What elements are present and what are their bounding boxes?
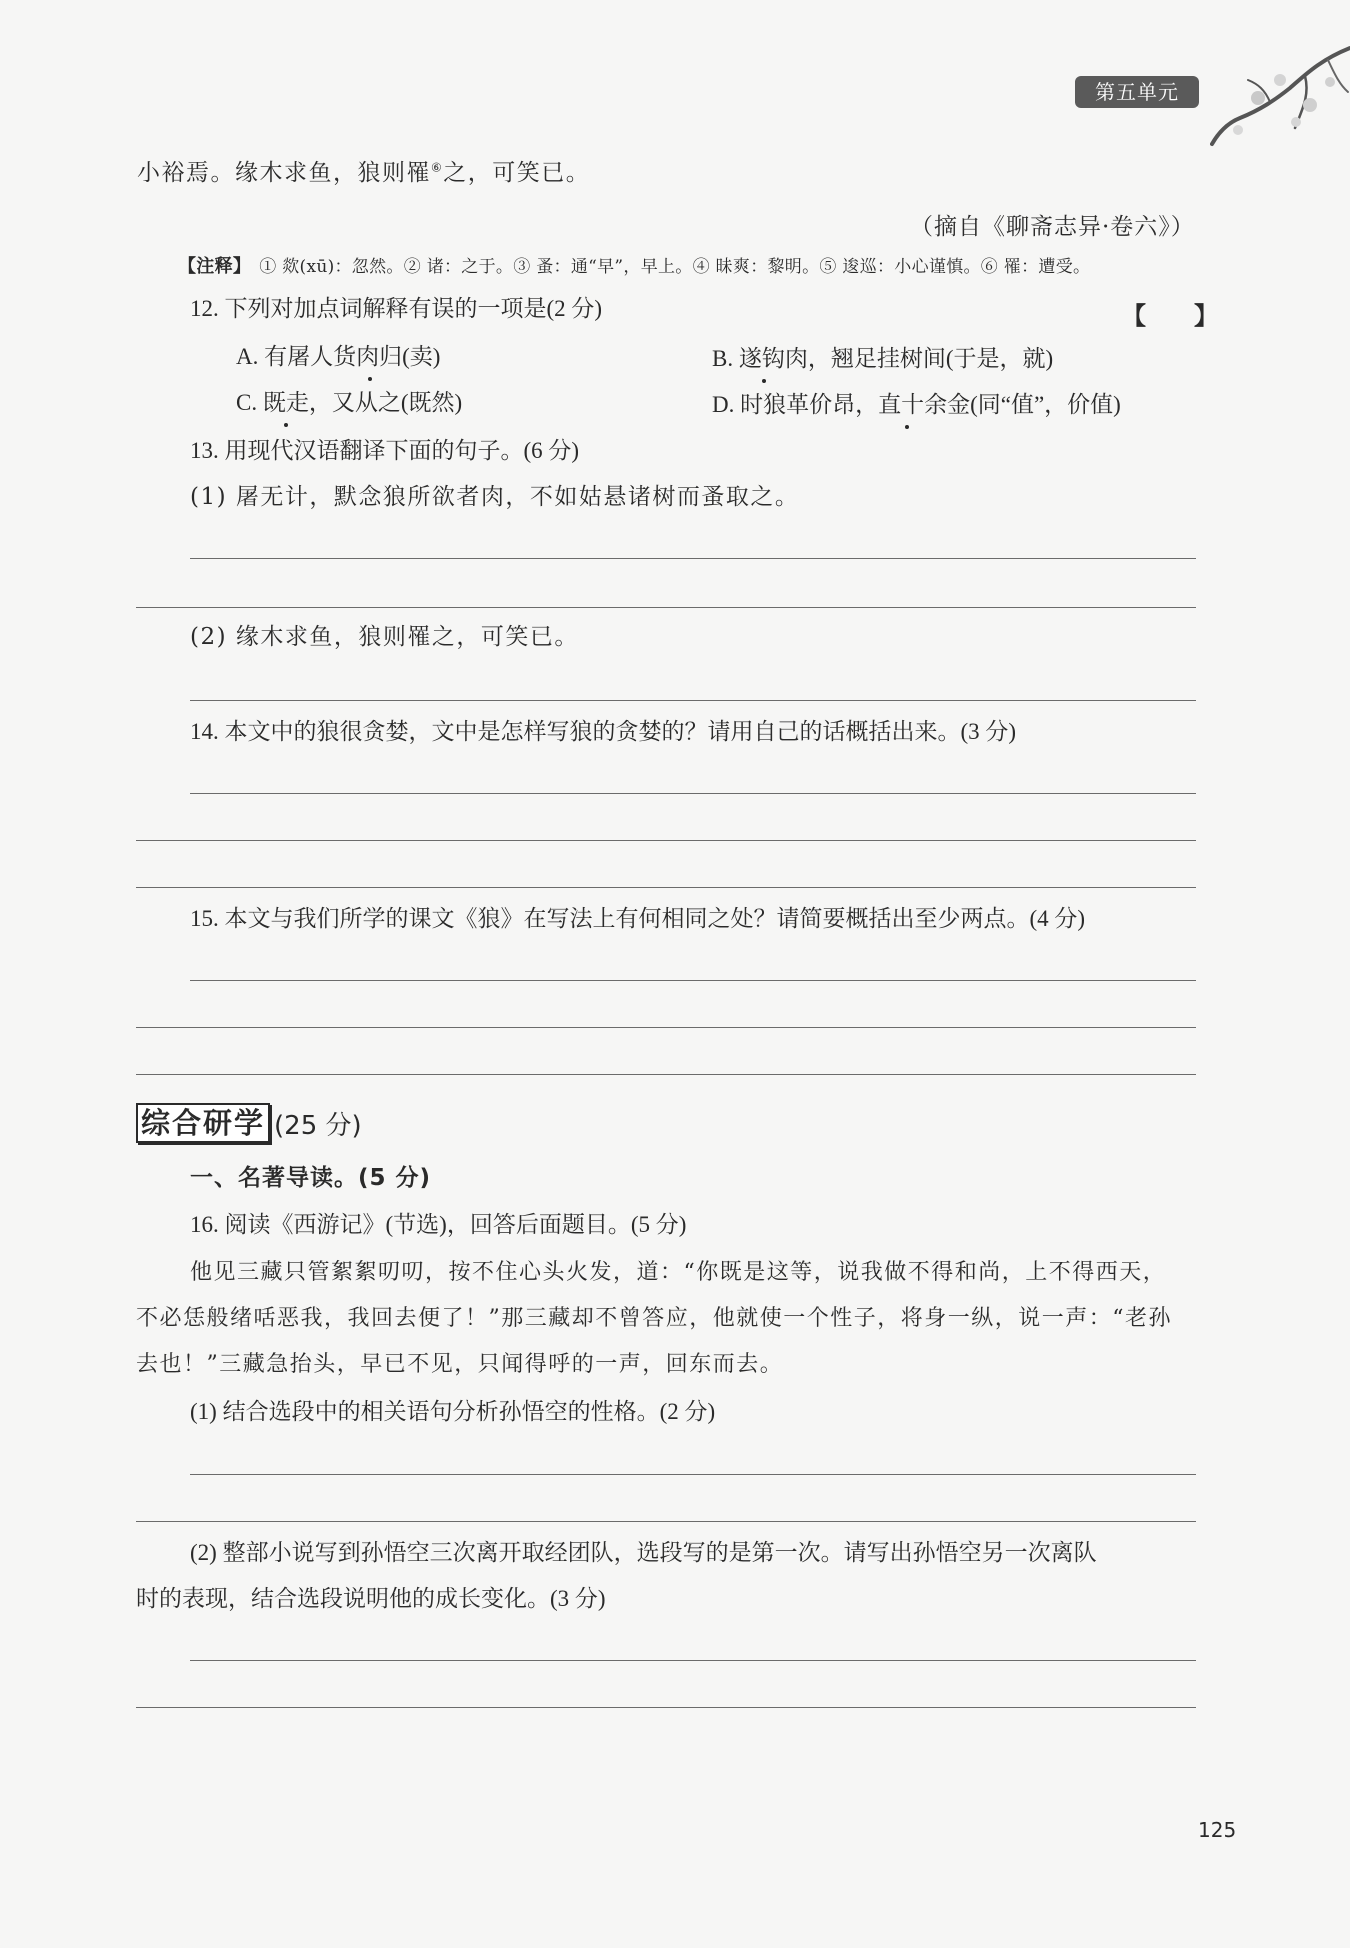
answer-line[interactable] (190, 1474, 1196, 1475)
answer-line[interactable] (136, 1074, 1196, 1075)
answer-line[interactable] (136, 1521, 1196, 1522)
q13-part2: (2) 缘木求鱼，狼则罹之，可笑已。 (190, 624, 579, 650)
excerpt-line-2: 不必恁般绪咶恶我，我回去便了！”那三藏却不曾答应，他就使一个性子，将身一纵，说一声：“老孙 (136, 1306, 1172, 1331)
q12-option-d: D. 时狼革价昂，直十余金(同“值”，价值) (712, 392, 1121, 417)
q13-stem: 13. 用现代汉语翻译下面的句子。(6 分) (190, 438, 580, 463)
answer-line[interactable] (190, 558, 1196, 559)
answer-line[interactable] (190, 1660, 1196, 1661)
notes-text: ① 欻(xū)：忽然。② 诸：之于。③ 蚤：通“早”，早上。④ 昧爽：黎明。⑤ 逡巡：小心谨慎。⑥ 罹：遭受。 (259, 257, 1091, 277)
answer-line[interactable] (190, 700, 1196, 701)
page-number: 125 (1198, 1818, 1237, 1842)
q12-option-a: A. 有屠人货肉归(卖) (236, 344, 441, 369)
answer-line[interactable] (136, 840, 1196, 841)
answer-line[interactable] (136, 887, 1196, 888)
q12-option-b: B. 遂钩肉，翘足挂树间(于是，就) (712, 346, 1054, 371)
q16-stem: 16. 阅读《西游记》(节选)，回答后面题目。(5 分) (190, 1212, 687, 1237)
answer-line[interactable] (190, 793, 1196, 794)
section-heading (136, 1103, 362, 1141)
q16-part1: (1) 结合选段中的相关语句分析孙悟空的性格。(2 分) (190, 1399, 716, 1424)
answer-line[interactable] (136, 1707, 1196, 1708)
passage-source: （摘自《聊斋志异·卷六》） (910, 214, 1195, 240)
section-title: 综合研学 (136, 1103, 270, 1143)
emphasis-dot (284, 423, 288, 427)
q16-part2-line2: 时的表现，结合选段说明他的成长变化。(3 分) (136, 1586, 606, 1611)
answer-line[interactable] (190, 980, 1196, 981)
excerpt-line-1: 他见三藏只管絮絮叨叨，按不住心头火发，道：“你既是这等，说我做不得和尚，上不得西天， (190, 1260, 1167, 1285)
q12-stem: 12. 下列对加点词解释有误的一项是(2 分) (190, 296, 603, 321)
emphasis-dot (368, 377, 372, 381)
notes (178, 252, 1090, 278)
footnote-marker: ⑥ (431, 160, 444, 175)
q12-option-c: C. 既走，又从之(既然) (236, 390, 463, 415)
plum-branch-decoration (1210, 40, 1350, 160)
q13-part1: (1) 屠无计，默念狼所欲者肉，不如姑悬诸树而蚤取之。 (190, 484, 800, 510)
sub-heading: 一、名著导读。(5 分) (190, 1165, 432, 1191)
emphasis-dot (762, 379, 766, 383)
q14-stem: 14. 本文中的狼很贪婪，文中是怎样写狼的贪婪的？请用自己的话概括出来。(3 分) (190, 719, 1017, 744)
unit-tab: 第五单元 (1075, 76, 1199, 108)
section-score: (25 分) (274, 1110, 362, 1141)
passage-continuation: 小裕焉。缘木求鱼，狼则罹⑥之，可笑已。 (137, 160, 591, 186)
excerpt-line-3: 去也！”三藏急抬头，早已不见，只闻得呼的一声，回东而去。 (136, 1352, 784, 1377)
answer-line[interactable] (136, 1027, 1196, 1028)
answer-line[interactable] (136, 607, 1196, 608)
emphasis-dot (905, 425, 909, 429)
notes-label: 【注释】 (178, 256, 252, 277)
q16-part2-line1: (2) 整部小说写到孙悟空三次离开取经团队，选段写的是第一次。请写出孙悟空另一次离队 (190, 1540, 1097, 1565)
q12-answer-bracket[interactable]: 【 】 (1122, 302, 1218, 330)
q15-stem: 15. 本文与我们所学的课文《狼》在写法上有何相同之处？请简要概括出至少两点。(4 分) (190, 906, 1086, 931)
